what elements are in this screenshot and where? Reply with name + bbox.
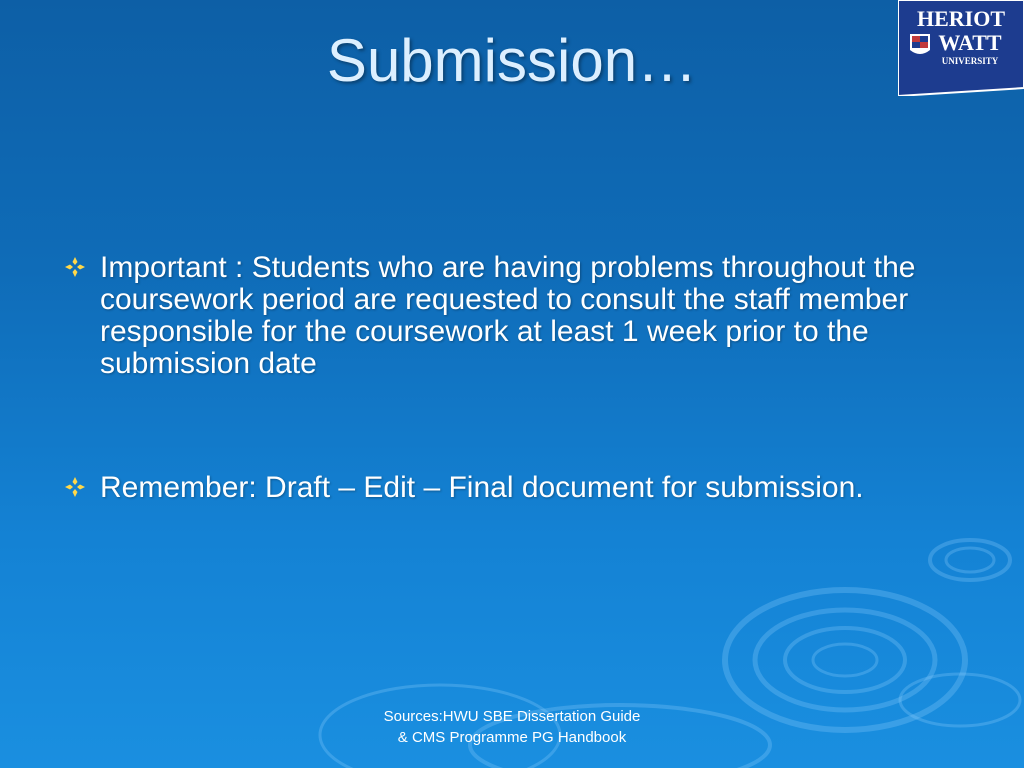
- diamond-bullet-icon: [64, 256, 86, 278]
- crest-icon: [910, 34, 930, 54]
- bullet-list: [60, 252, 960, 504]
- logo-heriot: HERIOT: [916, 6, 1006, 31]
- diamond-bullet-icon: [64, 476, 86, 498]
- logo-university: UNIVERSITY: [941, 56, 999, 66]
- bullet-text: Important : Students who are having problems throughout the coursework period are requested to consult the staff member responsible for the coursework at least 1 week prior to the submission date: [100, 251, 916, 380]
- bullet-item: [60, 252, 960, 380]
- slide-title: Submission…: [326, 27, 698, 94]
- bullet-text: Remember: Draft – Edit – Final document for submission.: [100, 471, 864, 504]
- heriot-watt-logo: [898, 0, 1024, 96]
- bullet-item: [60, 472, 960, 504]
- source-line-2: & CMS Programme PG Handbook: [397, 729, 627, 746]
- logo-watt: WATT: [938, 30, 1002, 55]
- source-line-1: Sources:HWU SBE Dissertation Guide: [383, 708, 641, 725]
- sources-note: [312, 706, 712, 748]
